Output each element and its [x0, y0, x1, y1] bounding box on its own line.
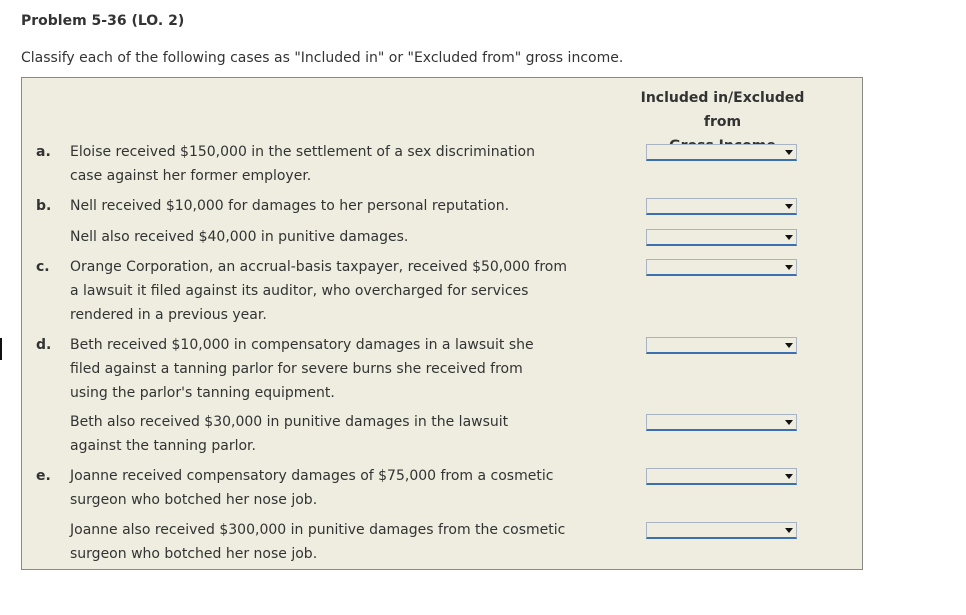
case-c-dropdown[interactable]: [646, 259, 797, 276]
case-d1-text: Beth received $10,000 in compensatory damages in a lawsuit she filed against a tanning parlor for severe burns she received from using the parlor's tanning equipment.: [70, 337, 534, 401]
problem-title: Problem 5-36 (LO. 2): [21, 13, 185, 29]
case-d2-dropdown[interactable]: [646, 414, 797, 431]
case-letter-a: a.: [36, 144, 51, 160]
chevron-down-icon: [785, 265, 793, 270]
classification-table: [21, 77, 863, 570]
case-a-text: Eloise received $150,000 in the settlement of a sex discrimination case against her former employer.: [70, 144, 535, 184]
case-a-dropdown[interactable]: [646, 144, 797, 161]
case-b2-text: Nell also received $40,000 in punitive damages.: [70, 229, 409, 245]
left-edge-marker: [0, 338, 2, 360]
case-b1-dropdown[interactable]: [646, 198, 797, 215]
case-b2-dropdown[interactable]: [646, 229, 797, 246]
case-e2-text: Joanne also received $300,000 in punitive damages from the cosmetic surgeon who botched her nose job.: [70, 522, 566, 562]
chevron-down-icon: [785, 474, 793, 479]
case-e1-text: Joanne received compensatory damages of $75,000 from a cosmetic surgeon who botched her nose job.: [70, 468, 554, 508]
chevron-down-icon: [785, 528, 793, 533]
instructions: Classify each of the following cases as "Included in" or "Excluded from" gross income.: [21, 50, 624, 66]
chevron-down-icon: [785, 204, 793, 209]
column-header-line1: Included in/Excluded from: [640, 90, 805, 130]
case-c-text: Orange Corporation, an accrual-basis taxpayer, received $50,000 from a lawsuit it filed against its auditor, who overcharged for services rendered in a previous year.: [70, 259, 567, 323]
chevron-down-icon: [785, 343, 793, 348]
chevron-down-icon: [785, 420, 793, 425]
case-d2-text: Beth also received $30,000 in punitive damages in the lawsuit against the tanning parlor.: [70, 414, 509, 454]
chevron-down-icon: [785, 150, 793, 155]
case-letter-b: b.: [36, 198, 52, 214]
case-b1-text: Nell received $10,000 for damages to her personal reputation.: [70, 198, 510, 214]
case-e2-dropdown[interactable]: [646, 522, 797, 539]
case-letter-e: e.: [36, 468, 51, 484]
case-e1-dropdown[interactable]: [646, 468, 797, 485]
case-letter-c: c.: [36, 259, 50, 275]
case-letter-d: d.: [36, 337, 52, 353]
chevron-down-icon: [785, 235, 793, 240]
case-d1-dropdown[interactable]: [646, 337, 797, 354]
